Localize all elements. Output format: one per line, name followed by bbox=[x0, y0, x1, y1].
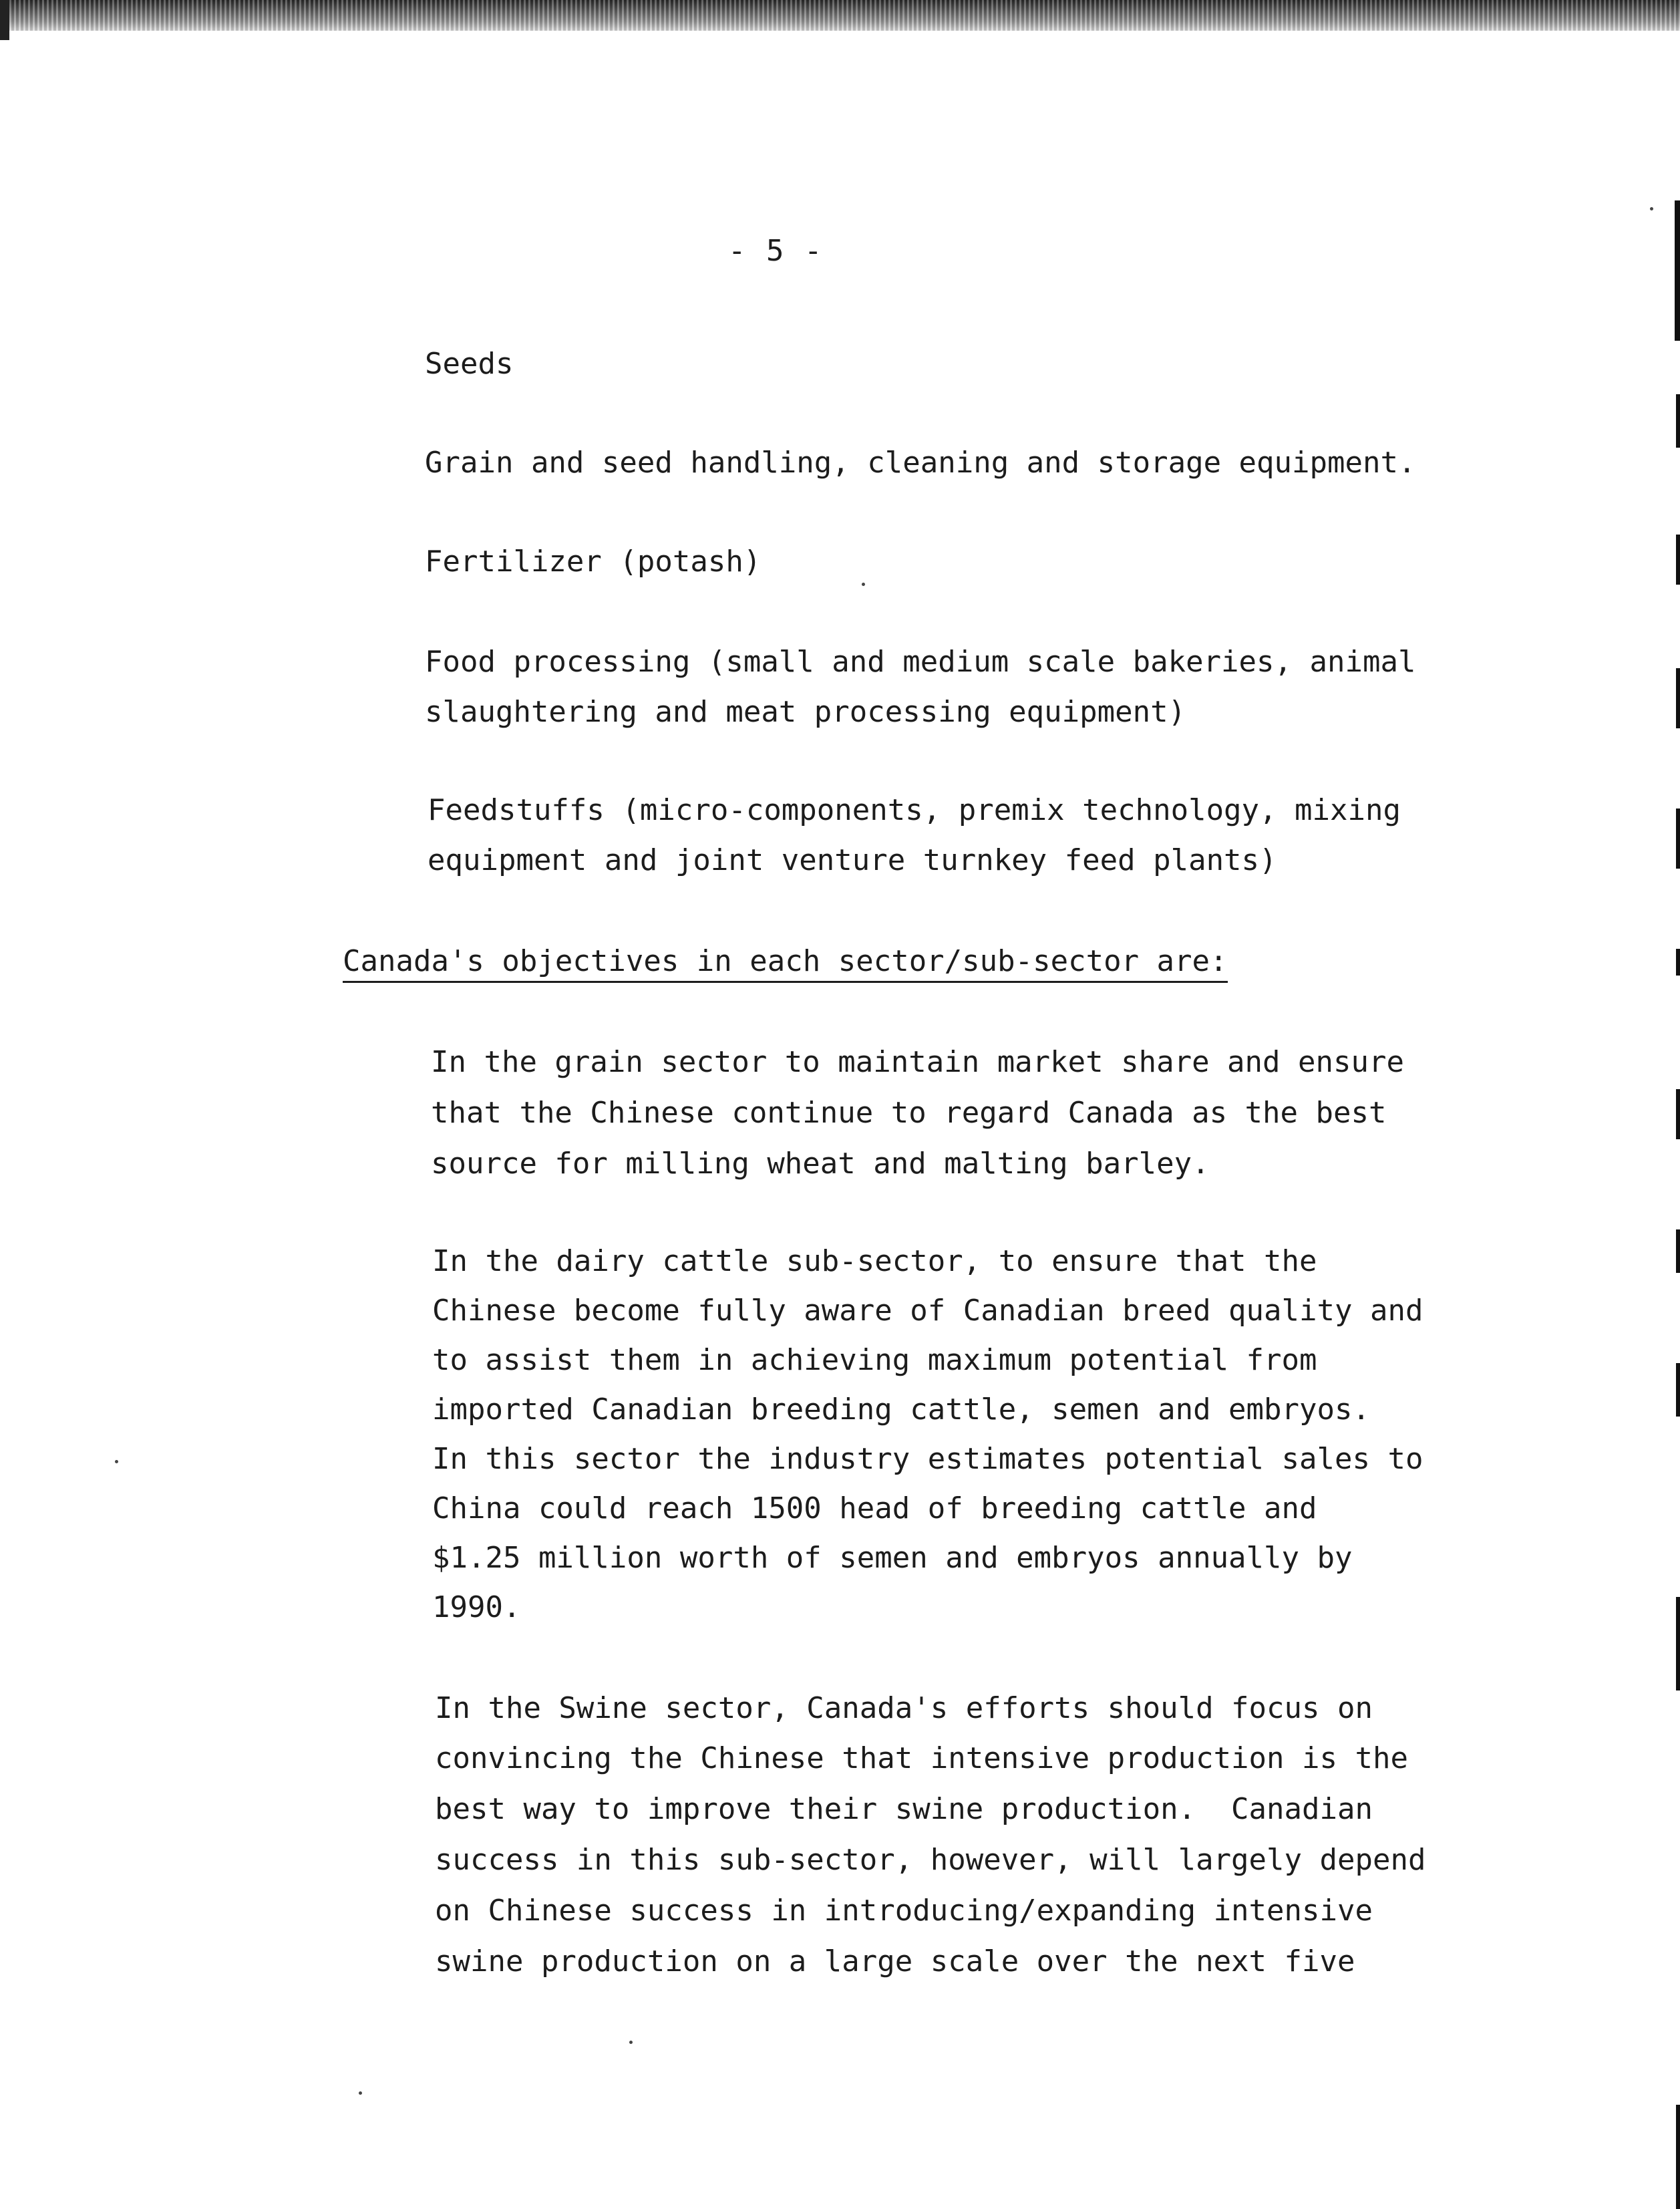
scan-edge-right bbox=[1676, 394, 1680, 448]
objective-dairy: 1990. bbox=[432, 1590, 521, 1624]
scan-edge-right bbox=[1676, 1089, 1680, 1139]
objective-dairy: Chinese become fully aware of Canadian breed quality and bbox=[432, 1294, 1423, 1328]
scan-edge-right bbox=[1676, 668, 1680, 728]
item-food-processing: Food processing (small and medium scale bakeries, animal bbox=[425, 645, 1416, 679]
item-fertilizer: Fertilizer (potash) bbox=[425, 545, 762, 579]
speck bbox=[115, 1460, 118, 1463]
objective-dairy: imported Canadian breeding cattle, semen and embryos. bbox=[432, 1392, 1370, 1427]
speck bbox=[359, 2091, 362, 2095]
speck bbox=[1650, 207, 1653, 210]
objective-swine: convincing the Chinese that intensive production is the bbox=[435, 1741, 1408, 1775]
scan-border-top bbox=[0, 0, 1680, 31]
item-seeds: Seeds bbox=[425, 347, 514, 381]
objective-dairy: $1.25 million worth of semen and embryos annually by bbox=[432, 1541, 1353, 1575]
objective-swine: on Chinese success in introducing/expanding intensive bbox=[435, 1894, 1373, 1928]
objective-grain: source for milling wheat and malting barley. bbox=[431, 1147, 1210, 1181]
item-feedstuffs: Feedstuffs (micro-components, premix technology, mixing bbox=[428, 793, 1401, 827]
item-feedstuffs: equipment and joint venture turnkey feed plants) bbox=[428, 843, 1277, 877]
speck bbox=[862, 583, 865, 586]
item-grain-handling: Grain and seed handling, cleaning and storage equipment. bbox=[425, 446, 1416, 480]
objective-grain: that the Chinese continue to regard Canada as the best bbox=[431, 1096, 1387, 1130]
objectives-heading: Canada's objectives in each sector/sub-sector are: bbox=[343, 944, 1228, 983]
scan-edge-right bbox=[1676, 949, 1680, 976]
objective-swine: swine production on a large scale over the next five bbox=[435, 1944, 1355, 1978]
scan-edge-right bbox=[1676, 535, 1680, 585]
scan-edge-right bbox=[1676, 808, 1680, 869]
objective-swine: In the Swine sector, Canada's efforts should focus on bbox=[435, 1691, 1373, 1725]
objective-dairy: In this sector the industry estimates potential sales to bbox=[432, 1442, 1423, 1476]
scan-border-left bbox=[0, 0, 9, 40]
scan-edge-right bbox=[1676, 1229, 1680, 1273]
scan-edge-right bbox=[1676, 1597, 1680, 1690]
objective-grain: In the grain sector to maintain market share and ensure bbox=[431, 1045, 1404, 1079]
item-food-processing: slaughtering and meat processing equipment) bbox=[425, 695, 1186, 729]
scan-edge-right bbox=[1675, 200, 1680, 341]
speck bbox=[629, 2041, 633, 2044]
objective-dairy: In the dairy cattle sub-sector, to ensure that the bbox=[432, 1244, 1317, 1278]
scan-edge-right bbox=[1676, 2105, 1680, 2209]
page-number: - 5 - bbox=[728, 234, 824, 268]
objective-swine: success in this sub-sector, however, will largely depend bbox=[435, 1843, 1426, 1877]
scan-edge-right bbox=[1676, 1363, 1680, 1417]
objective-swine: best way to improve their swine production. Canadian bbox=[435, 1792, 1373, 1826]
objective-dairy: to assist them in achieving maximum potential from bbox=[432, 1343, 1317, 1377]
objective-dairy: China could reach 1500 head of breeding cattle and bbox=[432, 1491, 1317, 1525]
